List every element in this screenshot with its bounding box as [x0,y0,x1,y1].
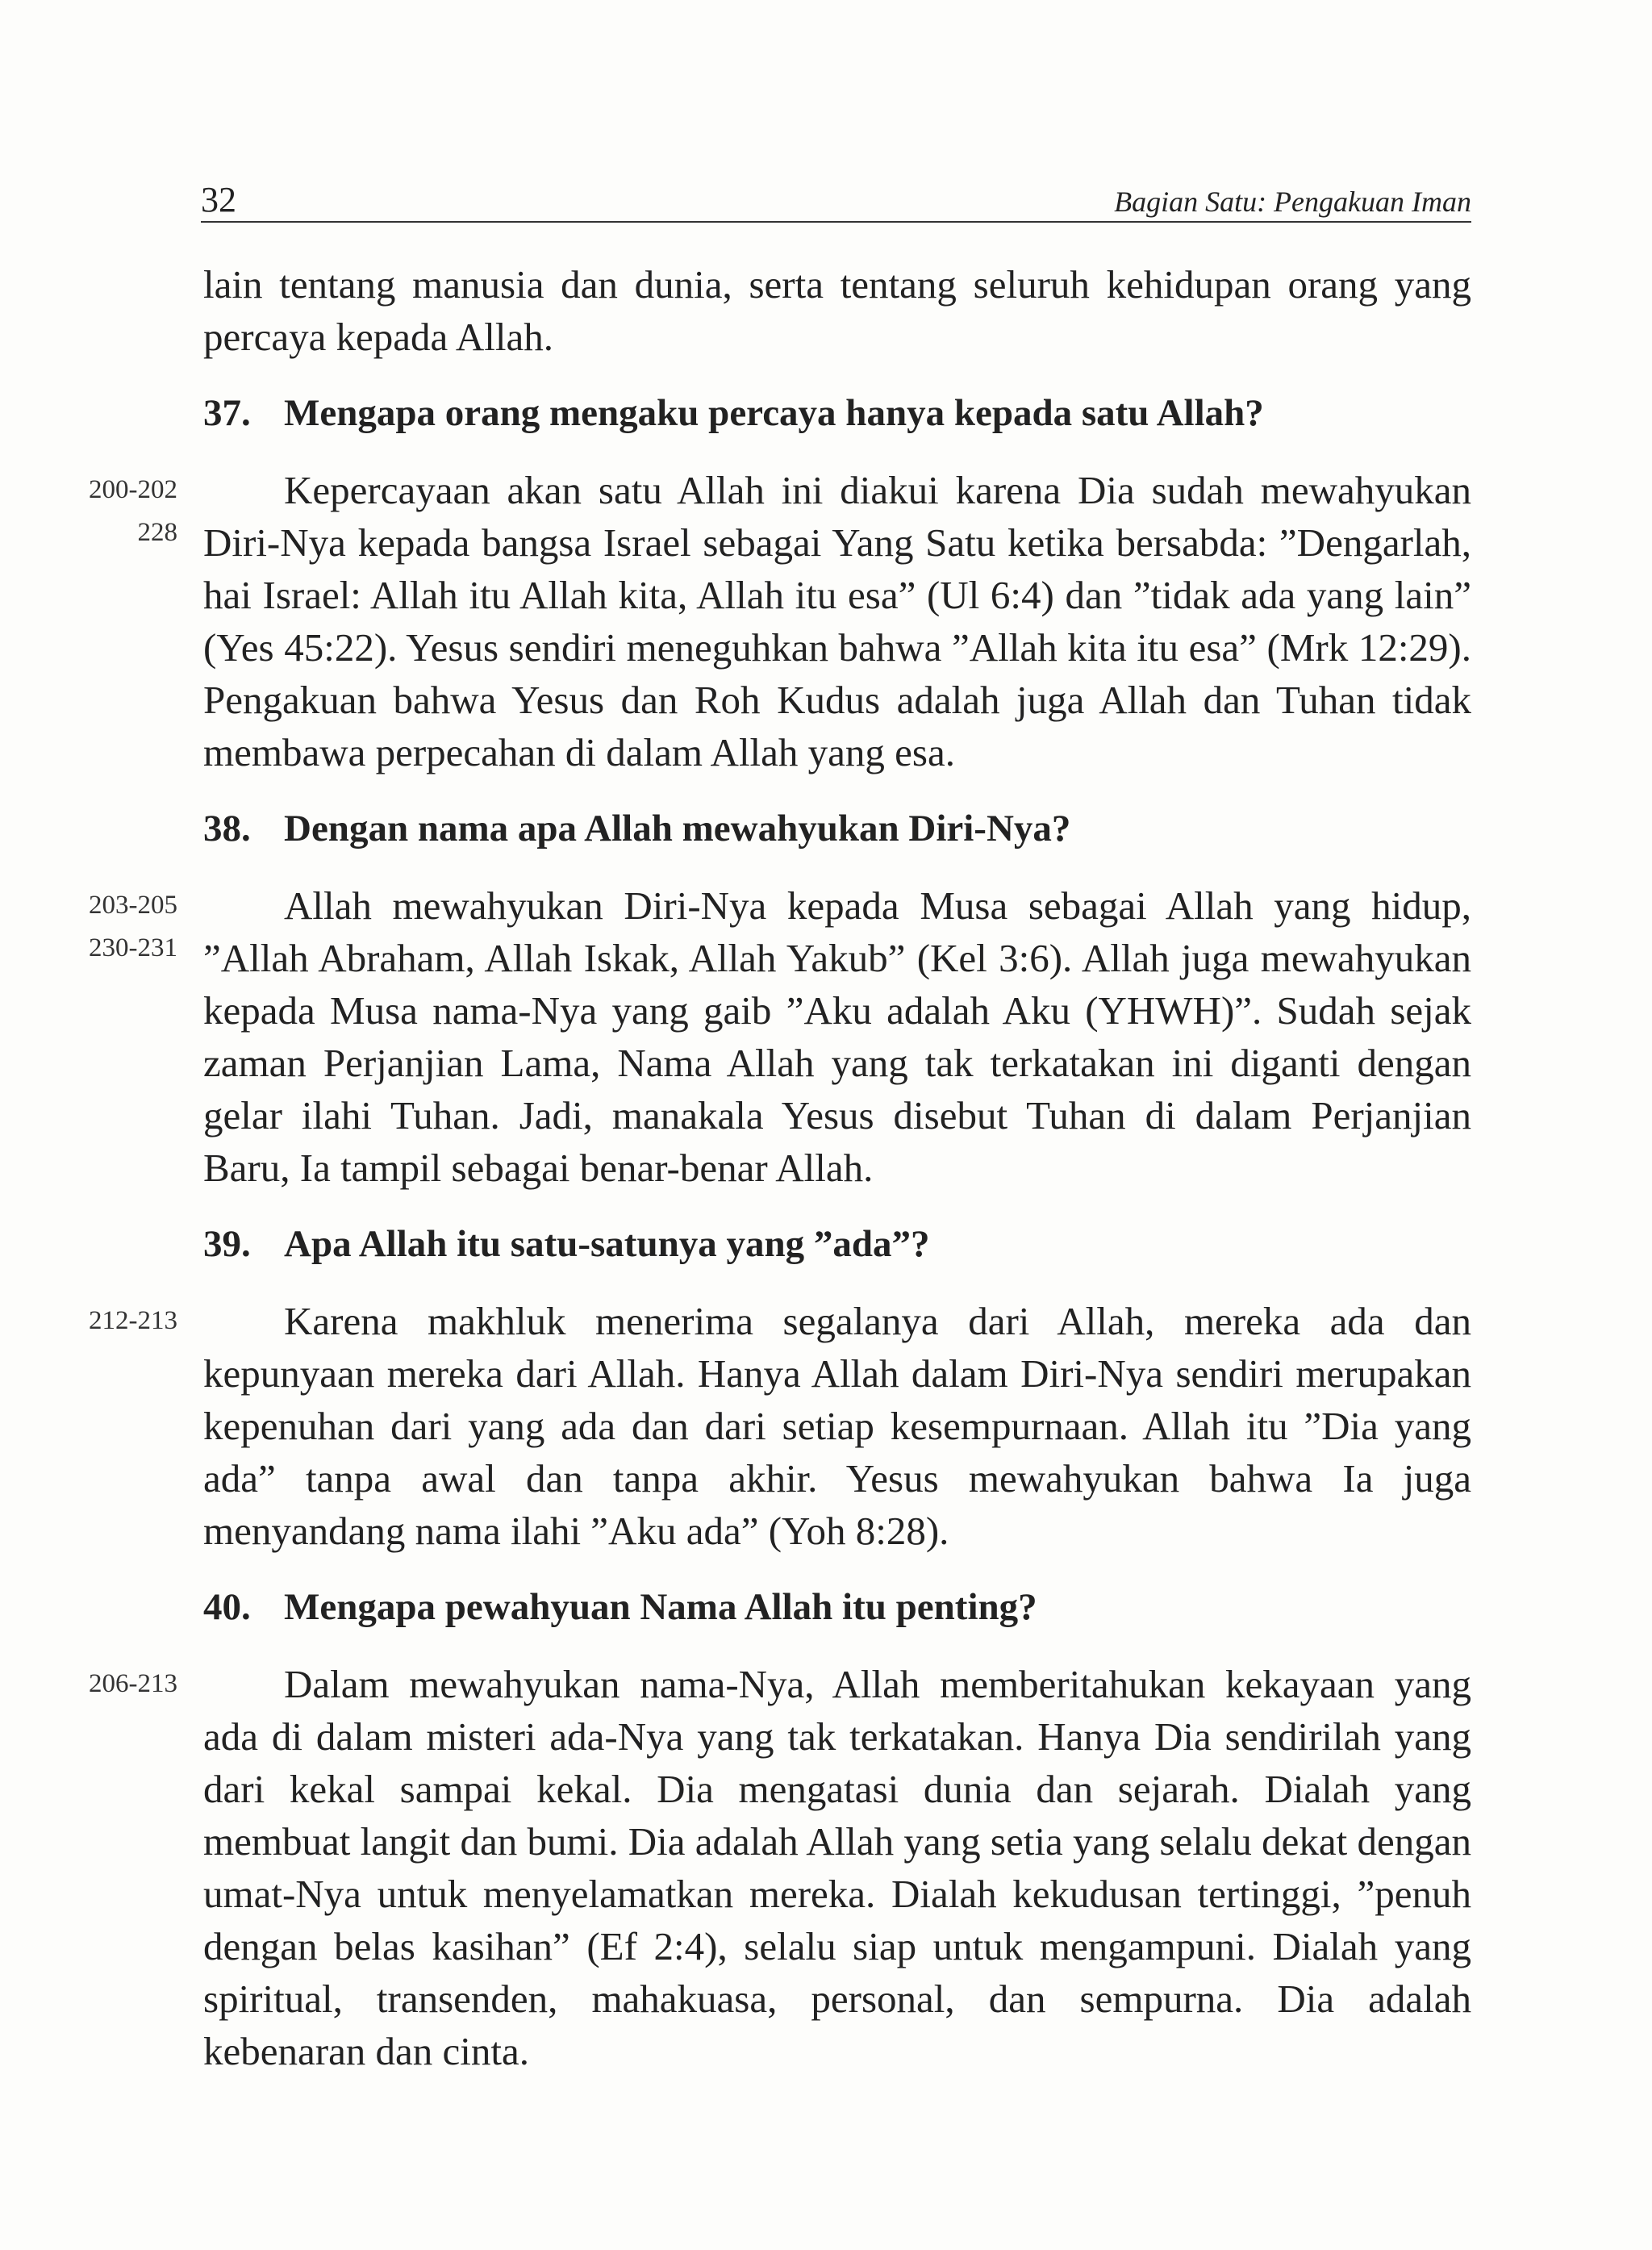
question-text: Apa Allah itu satu-satunya yang ”ada”? [284,1223,930,1265]
margin-references [42,469,177,554]
margin-reference: 200-202 [89,475,177,504]
page-content [89,258,1471,2077]
margin-reference: 212-213 [89,1306,177,1335]
question-heading [203,1218,1471,1271]
question-number: 39. [203,1223,251,1265]
question-heading [203,803,1471,855]
question-number: 40. [203,1586,251,1628]
page-number: 32 [201,180,236,219]
qa-section-37 [89,387,1471,779]
question-number: 38. [203,808,251,849]
margin-references [42,884,177,970]
margin-reference: 228 [137,518,177,547]
margin-references [42,1663,177,1705]
margin-reference: 203-205 [89,891,177,920]
question-text: Dengan nama apa Allah mewahyukan Diri-Nya? [284,808,1071,849]
intro-paragraph: lain tentang manusia dan dunia, serta tentang seluruh kehidupan orang yang percaya kepada Allah. [203,262,1471,359]
answer-paragraph: Dalam mewahyukan nama-Nya, Allah memberitahukan kekayaan yang ada di dalam misteri ada-Nya yang tak terkatakan. Hanya Dia sendirilah yang dari kekal sampai kekal. Dia mengatasi dunia dan sejarah. Dialah yang membuat langit dan bumi. Dia adalah Allah yang setia yang selalu dekat dengan umat-Nya untuk menyelamatkan mereka. Dialah kekudusan tertinggi, ”penuh dengan belas kasihan” (Ef 2:4), selalu siap untuk mengampuni. Dialah yang spiritual, transenden, mahakuasa, personal, dan sempurna. Dia adalah kebenaran dan cinta. [203,1662,1471,2073]
answer-paragraph: Kepercayaan akan satu Allah ini diakui karena Dia sudah mewahyukan Diri-Nya kepada bangsa Israel sebagai Yang Satu ketika bersabda: ”Dengarlah, hai Israel: Allah itu Allah kita, Allah itu esa” (Ul 6:4) dan ”tidak ada yang lain” (Yes 45:22). Yesus sendiri meneguhkan bahwa ”Allah kita itu esa” (Mrk 12:29). Pengakuan bahwa Yesus dan Roh Kudus adalah juga Allah dan Tuhan tidak membawa perpecahan di dalam Allah yang esa. [203,468,1471,774]
question-heading [203,387,1471,440]
question-text: Mengapa orang mengaku percaya hanya kepada satu Allah? [284,392,1264,434]
running-title: Bagian Satu: Pengakuan Iman [1114,186,1471,218]
qa-section-38 [89,803,1471,1194]
question-text: Mengapa pewahyuan Nama Allah itu penting? [284,1586,1037,1628]
margin-reference: 206-213 [89,1669,177,1698]
answer-paragraph: Allah mewahyukan Diri-Nya kepada Musa sebagai Allah yang hidup, ”Allah Abraham, Allah Iskak, Allah Yakub” (Kel 3:6). Allah juga mewahyukan kepada Musa nama-Nya yang gaib ”Aku adalah Aku (YHWH)”. Sudah sejak zaman Perjanjian Lama, Nama Allah yang tak terkatakan ini diganti dengan gelar ilahi Tuhan. Jadi, manakala Yesus disebut Tuhan di dalam Perjanjian Baru, Ia tampil sebagai benar-benar Allah. [203,883,1471,1190]
margin-reference: 230-231 [89,933,177,962]
answer-paragraph: Karena makhluk menerima segalanya dari Allah, mereka ada dan kepunyaan mereka dari Allah. Hanya Allah dalam Diri-Nya sendiri merupakan kepenuhan dari yang ada dan dari setiap kesempurnaan. Allah itu ”Dia yang ada” tanpa awal dan tanpa akhir. Yesus mewahyukan bahwa Ia juga menyandang nama ilahi ”Aku ada” (Yoh 8:28). [203,1299,1471,1553]
page-header [201,173,1471,223]
qa-section-39 [89,1218,1471,1557]
question-number: 37. [203,392,251,434]
qa-section-40 [89,1581,1471,2077]
margin-references [42,1300,177,1342]
question-heading [203,1581,1471,1634]
